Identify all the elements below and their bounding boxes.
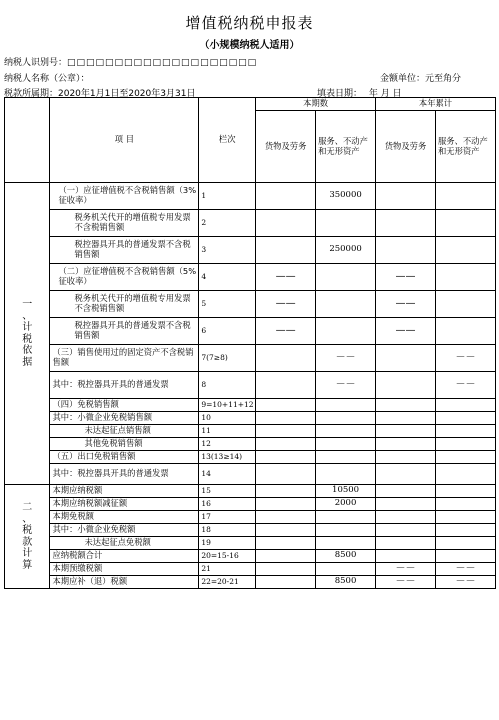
section-label-tax-basis: 一 、 计 税 依 据: [5, 183, 50, 485]
ytd-goods-value[interactable]: ——: [376, 291, 436, 318]
current-goods-value[interactable]: [256, 485, 316, 498]
row-item-label: 其中：小微企业免税额: [50, 524, 199, 537]
page-title: 增值税纳税申报表: [185, 14, 314, 32]
fill-date-label: 填表日期：: [317, 89, 363, 99]
section-label-tax-calc: 二 、 税 款 计 算: [5, 485, 50, 589]
table-row: [5, 412, 496, 425]
current-goods-value[interactable]: [256, 524, 316, 537]
row-column-no: 6: [199, 318, 256, 345]
item-header: 项 目: [50, 98, 199, 183]
ytd-goods-value[interactable]: [376, 183, 436, 210]
current-goods-value[interactable]: [256, 563, 316, 576]
row-item-label: （一）应征增值税不含税销售额（3%征收率）: [50, 183, 199, 210]
row-column-no: 8: [199, 372, 256, 399]
current-services-value[interactable]: －－: [316, 345, 376, 372]
table-row: [5, 425, 496, 438]
table-row: [5, 550, 496, 563]
row-item-label: 税控器具开具的普通发票不含税销售额: [50, 237, 199, 264]
current-services-value[interactable]: 10500: [316, 485, 376, 498]
row-column-no: 2: [199, 210, 256, 237]
ytd-services-value[interactable]: －－: [435, 345, 495, 372]
table-row: [5, 399, 496, 412]
current-goods-value[interactable]: [256, 451, 316, 464]
ytd-goods-value[interactable]: [376, 464, 436, 485]
ytd-services-value[interactable]: [435, 183, 495, 210]
current-goods-value[interactable]: [256, 345, 316, 372]
row-column-no: 20=15-16: [199, 550, 256, 563]
current-goods-value[interactable]: [256, 576, 316, 589]
current-services-value[interactable]: [316, 524, 376, 537]
ytd-goods-value[interactable]: ——: [376, 264, 436, 291]
table-row: [5, 318, 496, 345]
table-row: [5, 264, 496, 291]
ytd-goods-value[interactable]: [376, 524, 436, 537]
current-goods-value[interactable]: [256, 210, 316, 237]
column-no-header: 栏次: [199, 98, 256, 183]
currency-unit-label: 金额单位：元至角分: [380, 74, 462, 84]
current-goods-value[interactable]: [256, 498, 316, 511]
current-goods-value[interactable]: [256, 399, 316, 412]
current-services-value[interactable]: [316, 438, 376, 451]
row-item-label: 税务机关代开的增值税专用发票不含税销售额: [50, 210, 199, 237]
row-item-label: 本期应补（退）税额: [50, 576, 199, 589]
table-row: [5, 563, 496, 576]
ytd-services-value[interactable]: [435, 264, 495, 291]
ytd-services-value[interactable]: [435, 464, 495, 485]
row-item-label: 应纳税额合计: [50, 550, 199, 563]
current-goods-value[interactable]: [256, 511, 316, 524]
ytd-services-value[interactable]: －－: [435, 576, 495, 589]
ytd-goods-value[interactable]: [376, 210, 436, 237]
row-column-no: 13(13≥14): [199, 451, 256, 464]
current-services-value[interactable]: 8500: [316, 550, 376, 563]
ytd-goods-value[interactable]: [376, 537, 436, 550]
table-row: [5, 291, 496, 318]
current-goods-value[interactable]: [256, 464, 316, 485]
ytd-services-value[interactable]: [435, 291, 495, 318]
row-column-no: 22=20-21: [199, 576, 256, 589]
ytd-goods-value[interactable]: [376, 372, 436, 399]
row-column-no: 16: [199, 498, 256, 511]
ytd-services-header: 服务、不动产和无形资产: [435, 111, 495, 183]
table-row: [5, 537, 496, 550]
row-item-label: 本期应纳税额: [50, 485, 199, 498]
current-goods-value[interactable]: ——: [256, 318, 316, 345]
current-services-value[interactable]: [316, 264, 376, 291]
table-row: [5, 464, 496, 485]
ytd-goods-value[interactable]: ——: [376, 318, 436, 345]
current-goods-value[interactable]: [256, 438, 316, 451]
current-goods-value[interactable]: [256, 425, 316, 438]
current-goods-value[interactable]: [256, 372, 316, 399]
current-period-header: 本期数: [256, 98, 376, 111]
current-services-value[interactable]: [316, 425, 376, 438]
ytd-goods-value[interactable]: [376, 412, 436, 425]
ytd-goods-value[interactable]: －－: [376, 576, 436, 589]
row-item-label: （二）应征增值税不含税销售额（5%征收率）: [50, 264, 199, 291]
row-item-label: 其中：小微企业免税销售额: [50, 412, 199, 425]
ytd-services-value[interactable]: －－: [435, 372, 495, 399]
current-services-value[interactable]: 2000: [316, 498, 376, 511]
ytd-services-value[interactable]: [435, 318, 495, 345]
current-services-value[interactable]: [316, 399, 376, 412]
current-services-value[interactable]: [316, 563, 376, 576]
row-column-no: 4: [199, 264, 256, 291]
ytd-goods-value[interactable]: [376, 399, 436, 412]
table-row: [5, 524, 496, 537]
ytd-services-value[interactable]: [435, 498, 495, 511]
current-services-value[interactable]: 250000: [316, 237, 376, 264]
table-row: [5, 183, 496, 210]
current-goods-header: 货物及劳务: [256, 111, 316, 183]
current-services-value[interactable]: 8500: [316, 576, 376, 589]
ytd-goods-value[interactable]: [376, 485, 436, 498]
ytd-services-value[interactable]: [435, 438, 495, 451]
current-services-value[interactable]: [316, 451, 376, 464]
current-goods-value[interactable]: [256, 550, 316, 563]
current-services-value[interactable]: [316, 464, 376, 485]
row-item-label: 本期免税额: [50, 511, 199, 524]
taxpayer-id-boxes[interactable]: □□□□□□□□□□□□□□□□□□□□: [67, 58, 258, 68]
row-item-label: 税控器具开具的普通发票不含税销售额: [50, 318, 199, 345]
row-column-no: 12: [199, 438, 256, 451]
table-row: [5, 372, 496, 399]
ytd-goods-value[interactable]: [376, 345, 436, 372]
ytd-services-value[interactable]: [435, 399, 495, 412]
current-services-value[interactable]: [316, 291, 376, 318]
ytd-services-value[interactable]: [435, 451, 495, 464]
current-services-value[interactable]: 350000: [316, 183, 376, 210]
row-item-label: 其他免税销售额: [50, 438, 199, 451]
ytd-goods-value[interactable]: [376, 511, 436, 524]
fill-date-value[interactable]: 年 月 日: [368, 89, 402, 99]
current-services-value[interactable]: [316, 210, 376, 237]
current-services-value[interactable]: [316, 318, 376, 345]
declaration-table: [4, 97, 496, 589]
row-column-no: 9=10+11+12: [199, 399, 256, 412]
current-goods-value[interactable]: [256, 237, 316, 264]
ytd-services-value[interactable]: [435, 425, 495, 438]
current-goods-value[interactable]: ——: [256, 291, 316, 318]
ytd-goods-value[interactable]: [376, 425, 436, 438]
row-column-no: 5: [199, 291, 256, 318]
ytd-services-value[interactable]: [435, 550, 495, 563]
row-item-label: （四）免税销售额: [50, 399, 199, 412]
row-column-no: 11: [199, 425, 256, 438]
row-column-no: 14: [199, 464, 256, 485]
ytd-goods-value[interactable]: [376, 451, 436, 464]
current-goods-value[interactable]: [256, 183, 316, 210]
tax-period-label: 税款所属期：2020年1月1日至2020年3月31日: [4, 89, 196, 99]
row-item-label: （三）销售使用过的固定资产不含税销售额: [50, 345, 199, 372]
ytd-services-value[interactable]: [435, 524, 495, 537]
row-column-no: 1: [199, 183, 256, 210]
row-item-label: 本期应纳税额减征额: [50, 498, 199, 511]
row-column-no: 10: [199, 412, 256, 425]
table-row: [5, 485, 496, 498]
current-services-value[interactable]: [316, 537, 376, 550]
table-row: [5, 438, 496, 451]
table-row: [5, 451, 496, 464]
ytd-services-value[interactable]: [435, 237, 495, 264]
current-goods-value[interactable]: [256, 537, 316, 550]
current-services-header: 服务、不动产和无形资产: [316, 111, 376, 183]
page-subtitle: （小规模纳税人适用）: [199, 40, 300, 51]
current-services-value[interactable]: －－: [316, 372, 376, 399]
row-item-label: 其中：税控器具开具的普通发票: [50, 464, 199, 485]
row-item-label: 未达起征点免税额: [50, 537, 199, 550]
current-services-value[interactable]: [316, 412, 376, 425]
row-column-no: 7(7≥8): [199, 345, 256, 372]
row-column-no: 15: [199, 485, 256, 498]
row-column-no: 19: [199, 537, 256, 550]
ytd-services-value[interactable]: [435, 412, 495, 425]
ytd-goods-value[interactable]: [376, 438, 436, 451]
row-column-no: 21: [199, 563, 256, 576]
row-item-label: 本期预缴税额: [50, 563, 199, 576]
table-row: [5, 498, 496, 511]
section-header-corner: [5, 98, 50, 183]
row-column-no: 18: [199, 524, 256, 537]
ytd-goods-header: 货物及劳务: [376, 111, 436, 183]
row-item-label: （五）出口免税销售额: [50, 451, 199, 464]
table-row: [5, 210, 496, 237]
row-column-no: 3: [199, 237, 256, 264]
taxpayer-id-row: [4, 55, 257, 68]
row-item-label: 未达起征点销售额: [50, 425, 199, 438]
table-row: [5, 511, 496, 524]
table-row: [5, 237, 496, 264]
ytd-goods-value[interactable]: －－: [376, 563, 436, 576]
ytd-services-value[interactable]: [435, 485, 495, 498]
taxpayer-id-label: 纳税人识别号：: [4, 58, 68, 68]
ytd-services-value[interactable]: [435, 511, 495, 524]
current-goods-value[interactable]: ——: [256, 264, 316, 291]
current-services-value[interactable]: [316, 511, 376, 524]
row-item-label: 其中：税控器具开具的普通发票: [50, 372, 199, 399]
ytd-services-value[interactable]: [435, 537, 495, 550]
table-row: [5, 576, 496, 589]
ytd-services-value[interactable]: －－: [435, 563, 495, 576]
current-goods-value[interactable]: [256, 412, 316, 425]
table-row: [5, 345, 496, 372]
ytd-goods-value[interactable]: [376, 498, 436, 511]
ytd-goods-value[interactable]: [376, 550, 436, 563]
row-column-no: 17: [199, 511, 256, 524]
row-item-label: 税务机关代开的增值税专用发票不含税销售额: [50, 291, 199, 318]
ytd-header: 本年累计: [376, 98, 496, 111]
ytd-goods-value[interactable]: [376, 237, 436, 264]
ytd-services-value[interactable]: [435, 210, 495, 237]
taxpayer-name-label: 纳税人名称（公章）：: [4, 74, 90, 84]
